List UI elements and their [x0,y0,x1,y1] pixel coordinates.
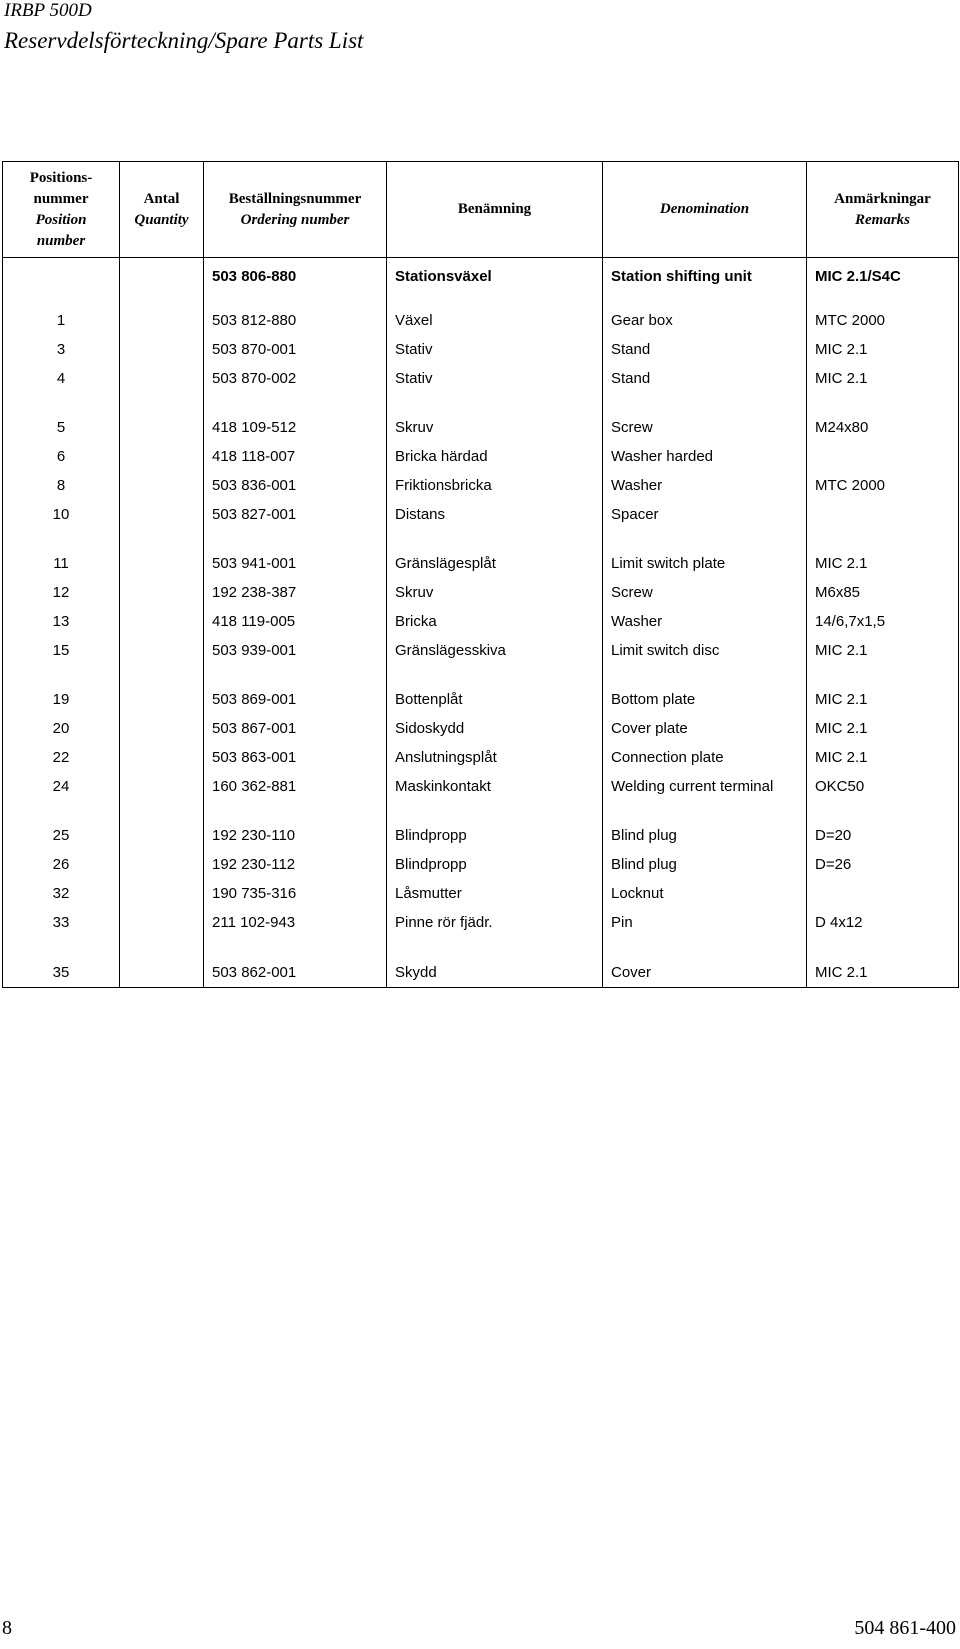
spacer-cell [807,665,959,685]
col-header-remarks [807,162,959,258]
page-number: 8 [2,1617,12,1639]
table-row [3,714,959,743]
spacer-cell [120,801,204,821]
spacer-cell [120,937,204,957]
spacer-cell [204,801,387,821]
cell-ordering: 190 735-316 [204,879,387,908]
cell-remarks: MIC 2.1 [807,335,959,364]
cell-remarks: MIC 2.1/S4C [807,258,959,296]
col-header-position-en-2: number [36,232,86,249]
cell-remarks: MIC 2.1 [807,957,959,988]
cell-benamning: Pinne rör fjädr. [387,908,603,937]
col-header-quantity [120,162,204,258]
cell-ordering: 503 806-880 [204,258,387,296]
cell-ordering: 160 362-881 [204,772,387,801]
cell-benamning: Låsmutter [387,879,603,908]
cell-ordering: 503 812-880 [204,306,387,335]
spacer-cell [204,529,387,549]
table-row [3,549,959,578]
cell-denomination: Cover plate [603,714,807,743]
cell-ordering: 503 867-001 [204,714,387,743]
cell-ordering: 503 827-001 [204,500,387,529]
cell-benamning: Bottenplåt [387,685,603,714]
col-header-ordering-sv: Beställningsnummer [228,190,362,207]
cell-benamning: Skruv [387,413,603,442]
document-number: 504 861-400 [854,1617,956,1639]
spacer-cell [3,295,120,306]
cell-benamning: Bricka härdad [387,442,603,471]
spacer-cell [387,529,603,549]
spacer-cell [603,801,807,821]
table-row [3,442,959,471]
cell-ordering: 503 869-001 [204,685,387,714]
cell-denomination: Limit switch disc [603,636,807,665]
cell-quantity [120,500,204,529]
cell-quantity [120,549,204,578]
col-header-denomination [603,162,807,258]
cell-ordering: 503 863-001 [204,743,387,772]
cell-remarks: MTC 2000 [807,306,959,335]
cell-pos: 19 [3,685,120,714]
cell-pos: 13 [3,607,120,636]
cell-benamning: Maskinkontakt [387,772,603,801]
cell-denomination: Cover [603,957,807,988]
spacer-cell [120,295,204,306]
cell-quantity [120,364,204,393]
cell-denomination: Stand [603,335,807,364]
cell-benamning: Stativ [387,335,603,364]
cell-remarks: MIC 2.1 [807,685,959,714]
spare-parts-table [2,161,959,988]
spacer-cell [603,393,807,413]
table-row [3,413,959,442]
cell-quantity [120,879,204,908]
table-row [3,306,959,335]
col-header-position-sv-2: nummer [33,190,89,207]
spacer-cell [120,393,204,413]
cell-pos: 5 [3,413,120,442]
cell-ordering: 503 862-001 [204,957,387,988]
spacer-cell [603,665,807,685]
cell-pos: 3 [3,335,120,364]
cell-remarks: MIC 2.1 [807,364,959,393]
spacer-row [3,295,959,306]
cell-remarks: D=26 [807,850,959,879]
table-row [3,364,959,393]
col-header-position [3,162,120,258]
cell-benamning: Växel [387,306,603,335]
cell-ordering: 192 230-112 [204,850,387,879]
table-row [3,335,959,364]
cell-quantity [120,258,204,296]
cell-pos: 10 [3,500,120,529]
spacer-cell [3,393,120,413]
cell-pos: 22 [3,743,120,772]
col-header-ordering [204,162,387,258]
table-row [3,636,959,665]
cell-pos: 12 [3,578,120,607]
cell-ordering: 503 941-001 [204,549,387,578]
cell-ordering: 503 870-001 [204,335,387,364]
cell-ordering: 211 102-943 [204,908,387,937]
spacer-row [3,393,959,413]
table-row [3,685,959,714]
cell-denomination: Washer [603,607,807,636]
spacer-cell [120,665,204,685]
main-item-row [3,258,959,296]
cell-ordering: 192 238-387 [204,578,387,607]
product-name: IRBP 500D [4,0,92,21]
table-row [3,471,959,500]
cell-denomination: Blind plug [603,821,807,850]
cell-denomination: Screw [603,578,807,607]
cell-pos: 20 [3,714,120,743]
cell-benamning: Stationsväxel [387,258,603,296]
cell-denomination: Station shifting unit [603,258,807,296]
cell-denomination: Connection plate [603,743,807,772]
cell-benamning: Anslutningsplåt [387,743,603,772]
spacer-cell [3,801,120,821]
spacer-cell [807,529,959,549]
cell-denomination: Washer harded [603,442,807,471]
cell-pos: 25 [3,821,120,850]
cell-remarks: MIC 2.1 [807,714,959,743]
document-title: Reservdelsförteckning/Spare Parts List [4,28,364,53]
cell-quantity [120,908,204,937]
spacer-cell [204,295,387,306]
cell-quantity [120,685,204,714]
cell-pos: 6 [3,442,120,471]
spacer-cell [387,665,603,685]
cell-quantity [120,607,204,636]
col-header-ordering-en: Ordering number [240,211,350,228]
cell-benamning: Skydd [387,957,603,988]
cell-quantity [120,306,204,335]
table-header-row [3,162,959,258]
spacer-cell [387,937,603,957]
spacer-cell [603,295,807,306]
table-row [3,908,959,937]
cell-benamning: Friktionsbricka [387,471,603,500]
cell-ordering: 418 119-005 [204,607,387,636]
cell-pos: 33 [3,908,120,937]
spacer-cell [204,393,387,413]
spacer-row [3,529,959,549]
spacer-cell [603,937,807,957]
cell-remarks: D 4x12 [807,908,959,937]
cell-quantity [120,743,204,772]
cell-benamning: Gränslägesskiva [387,636,603,665]
cell-denomination: Welding current terminal [603,772,807,801]
col-header-benamning-sv: Benämning [457,201,532,217]
cell-ordering: 503 836-001 [204,471,387,500]
table-row [3,879,959,908]
cell-pos: 8 [3,471,120,500]
col-header-benamning [387,162,603,258]
table-row [3,957,959,988]
col-header-quantity-en: Quantity [134,211,189,228]
spacer-cell [120,529,204,549]
spacer-row [3,665,959,685]
spacer-cell [603,529,807,549]
cell-quantity [120,957,204,988]
table-row [3,578,959,607]
cell-benamning: Sidoskydd [387,714,603,743]
cell-ordering: 503 939-001 [204,636,387,665]
col-header-remarks-sv: Anmärkningar [834,190,931,207]
cell-quantity [120,471,204,500]
cell-denomination: Bottom plate [603,685,807,714]
spacer-cell [387,295,603,306]
spacer-row [3,801,959,821]
cell-ordering: 192 230-110 [204,821,387,850]
col-header-remarks-en: Remarks [854,211,910,228]
col-header-quantity-sv: Antal [143,190,180,207]
cell-pos: 15 [3,636,120,665]
cell-denomination: Locknut [603,879,807,908]
cell-quantity [120,578,204,607]
cell-remarks: MIC 2.1 [807,636,959,665]
cell-remarks: OKC50 [807,772,959,801]
spacer-cell [204,665,387,685]
table-row [3,850,959,879]
cell-ordering: 418 118-007 [204,442,387,471]
cell-benamning: Blindpropp [387,821,603,850]
spacer-cell [807,295,959,306]
cell-benamning: Blindpropp [387,850,603,879]
cell-pos: 1 [3,306,120,335]
spacer-cell [807,393,959,413]
cell-ordering: 503 870-002 [204,364,387,393]
table-row [3,607,959,636]
cell-benamning: Bricka [387,607,603,636]
table-row [3,772,959,801]
cell-denomination: Screw [603,413,807,442]
cell-pos: 4 [3,364,120,393]
spacer-cell [387,801,603,821]
cell-quantity [120,413,204,442]
cell-pos: 35 [3,957,120,988]
cell-denomination: Limit switch plate [603,549,807,578]
spacer-cell [387,393,603,413]
cell-remarks: M24x80 [807,413,959,442]
cell-denomination: Washer [603,471,807,500]
cell-benamning: Stativ [387,364,603,393]
cell-denomination: Pin [603,908,807,937]
cell-pos: 24 [3,772,120,801]
col-header-denomination-en: Denomination [659,201,750,217]
cell-quantity [120,821,204,850]
table-row [3,821,959,850]
cell-benamning: Skruv [387,578,603,607]
table-row [3,743,959,772]
spacer-cell [3,529,120,549]
cell-remarks: 14/6,7x1,5 [807,607,959,636]
spacer-row [3,937,959,957]
cell-pos: 26 [3,850,120,879]
spacer-cell [807,801,959,821]
cell-remarks: MIC 2.1 [807,549,959,578]
cell-denomination: Gear box [603,306,807,335]
cell-quantity [120,714,204,743]
cell-remarks: MIC 2.1 [807,743,959,772]
cell-remarks: D=20 [807,821,959,850]
cell-quantity [120,335,204,364]
spacer-cell [3,665,120,685]
cell-remarks [807,500,959,529]
cell-quantity [120,442,204,471]
cell-pos: 32 [3,879,120,908]
cell-remarks [807,442,959,471]
cell-pos: 11 [3,549,120,578]
cell-benamning: Distans [387,500,603,529]
col-header-position-en-1: Position [35,211,87,228]
cell-denomination: Blind plug [603,850,807,879]
spacer-cell [204,937,387,957]
cell-quantity [120,850,204,879]
cell-denomination: Stand [603,364,807,393]
col-header-position-sv-1: Positions- [29,169,93,186]
cell-pos [3,258,120,296]
cell-quantity [120,636,204,665]
cell-denomination: Spacer [603,500,807,529]
cell-benamning: Gränslägesplåt [387,549,603,578]
cell-quantity [120,772,204,801]
cell-remarks: M6x85 [807,578,959,607]
table-row [3,500,959,529]
spacer-cell [3,937,120,957]
spacer-cell [807,937,959,957]
cell-remarks [807,879,959,908]
cell-ordering: 418 109-512 [204,413,387,442]
cell-remarks: MTC 2000 [807,471,959,500]
